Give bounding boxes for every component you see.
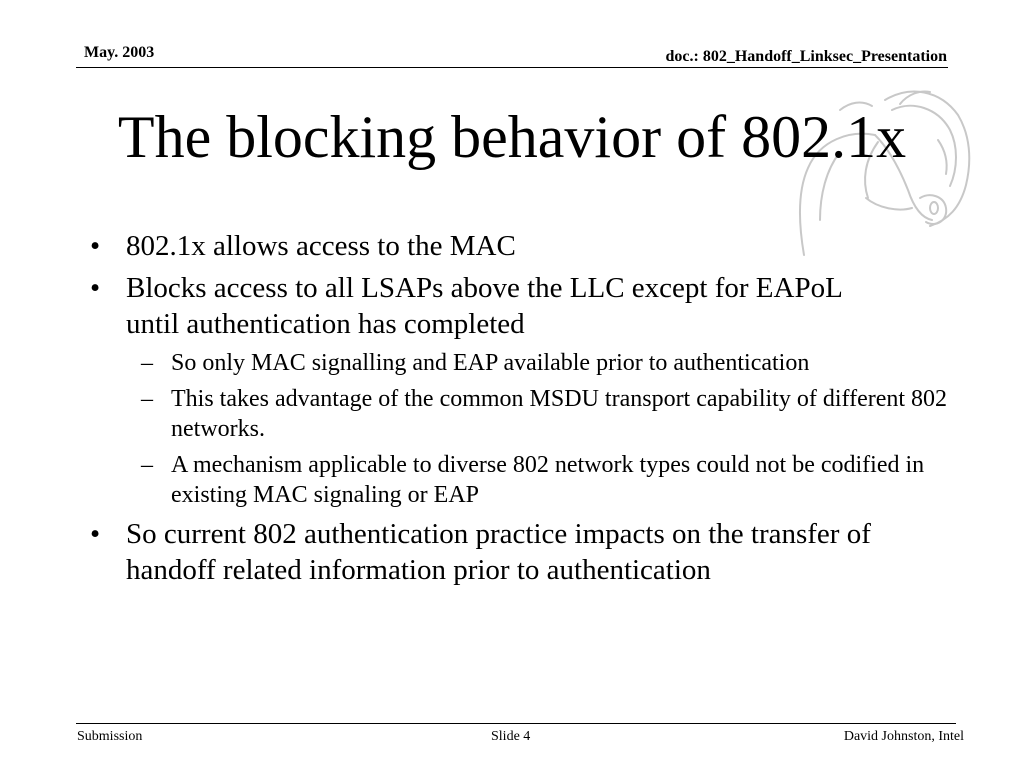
bullet-item [90,516,886,588]
sub-bullet-marker: – [141,452,153,478]
bullet-list [0,228,1024,594]
bullet-marker: • [90,518,101,550]
footer-divider [76,723,956,724]
header-doc-id: doc.: 802_Handoff_Linksec_Presentation [665,48,947,65]
sub-bullet-item [141,348,951,378]
bullet-item [90,228,886,264]
footer-author: David Johnston, Intel [843,729,964,744]
sub-bullet-marker: – [141,386,153,412]
slide-title: The blocking behavior of 802.1x [117,104,907,170]
bullet-text: So current 802 authentication practice impacts on the transfer of handoff related information prior to authentication [126,518,871,586]
bullet-marker: • [90,272,101,304]
header-divider [76,67,948,68]
bullet-text: Blocks access to all LSAPs above the LLC except for EAPoL until authentication has completed [126,272,842,340]
header-date: May. 2003 [84,44,155,61]
bullet-text: 802.1x allows access to the MAC [126,230,516,262]
sub-bullet-marker: – [141,350,153,376]
sub-bullet-text: A mechanism applicable to diverse 802 network types could not be codified in existing MAC signaling or EAP [171,452,925,508]
footer-slide-number: Slide 4 [491,729,531,744]
sub-bullet-item [141,450,951,510]
sub-bullet-text: This takes advantage of the common MSDU transport capability of different 802 networks. [171,386,948,442]
bullet-marker: • [90,230,101,262]
sub-bullet-text: So only MAC signalling and EAP available prior to authentication [171,350,810,376]
sub-bullet-item [141,384,951,444]
footer-submission: Submission [77,729,143,744]
bullet-item [90,270,886,342]
